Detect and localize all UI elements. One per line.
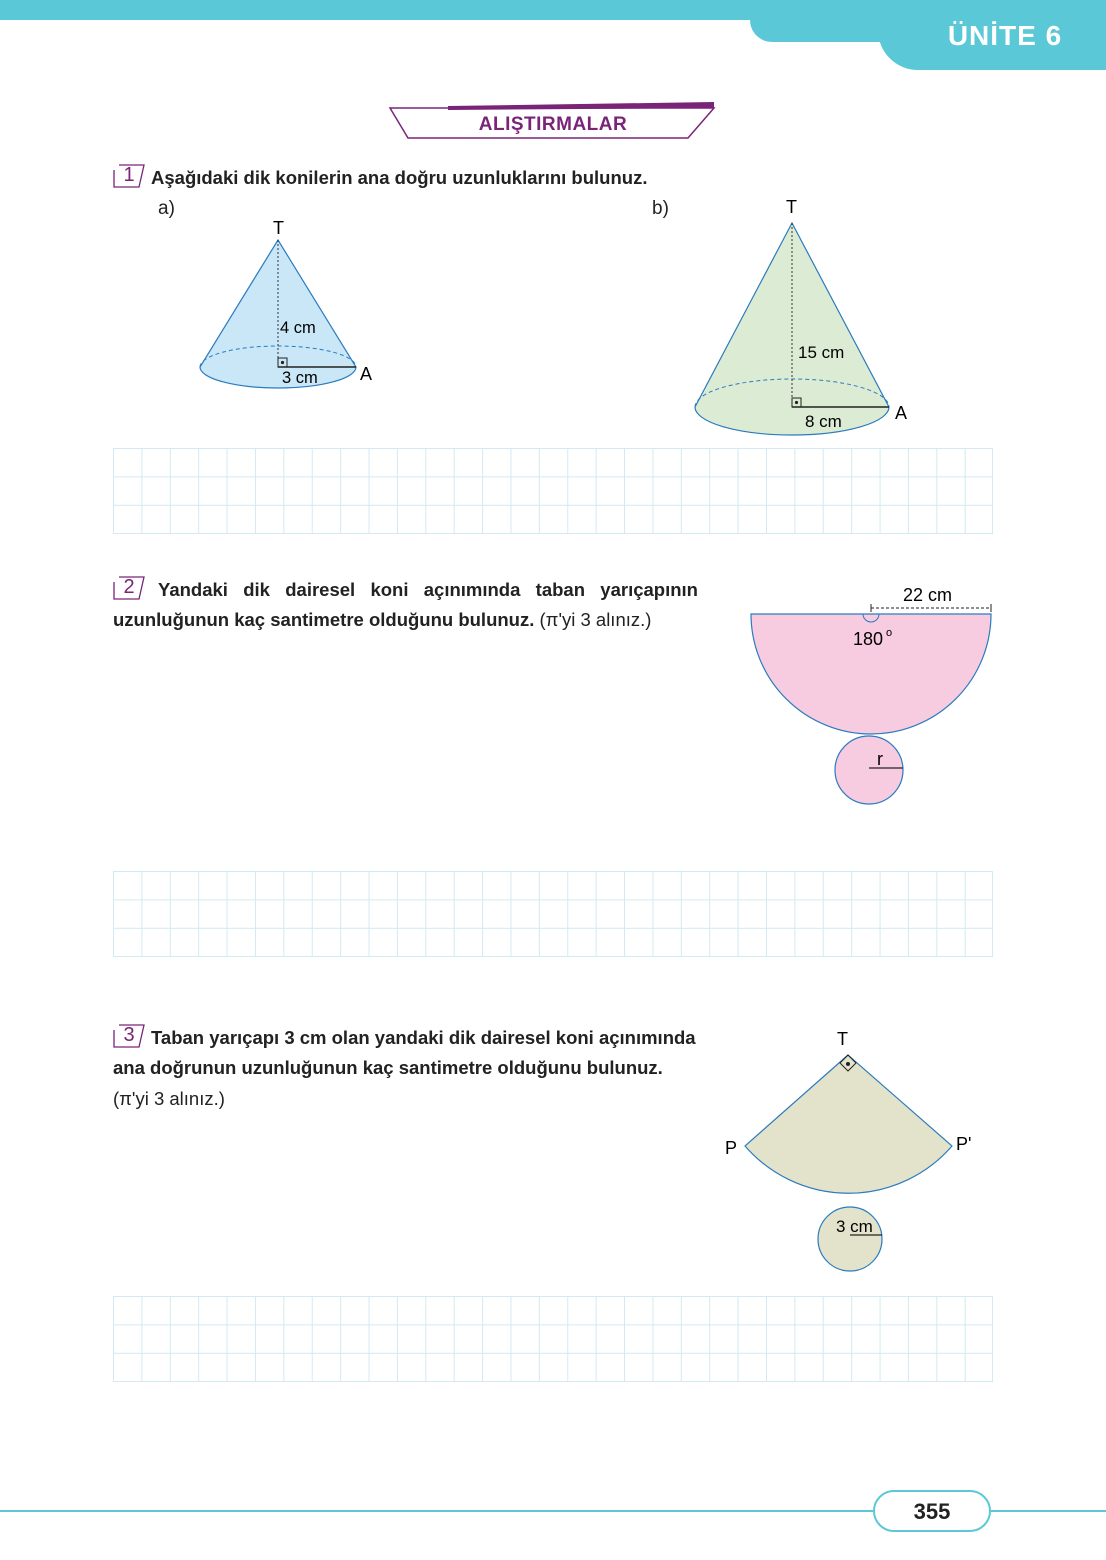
net-2-radius-label: 22 cm [903,585,953,605]
question-3-line-1 [151,1023,696,1053]
cone-a-radius-label: 3 cm [282,369,318,387]
page-number: 355 [913,1499,951,1524]
net-2-base-circle [835,736,903,804]
question-3-note: (π'yi 3 alınız.) [113,1088,225,1109]
cone-b-figure [685,195,925,445]
cone-b-height-label: 15 cm [798,343,845,362]
question-2-line-1 [158,575,698,605]
net-3-apex-label: T [837,1029,848,1049]
question-1-text [151,163,647,193]
question-2-prompt-1: Yandaki dik dairesel koni açınımında taban yarıçapının [158,579,698,600]
net-3-base-label: 3 cm [836,1217,873,1236]
net-2-angle-label: 180 [853,629,884,649]
net-3-point-p-label: P [725,1138,738,1158]
net-3-point-p-prime-label: P' [956,1134,972,1154]
cone-a-apex-label: T [273,218,284,238]
cone-b-apex-label: T [786,197,797,217]
net-3-sector [745,1055,952,1193]
unit-label: ÜNİTE 6 [947,20,1063,51]
question-number-text: 1 [123,164,135,186]
cone-a-figure [190,210,390,400]
net-2-base-label: r [877,749,883,769]
question-2-prompt-2: uzunluğunun kaç santimetre olduğunu bulunuz. [113,609,535,630]
question-number-text: 2 [123,576,135,598]
question-3-line-3 [113,1084,225,1114]
q1-part-a-label: a) [158,198,175,219]
cone-b-point-label: A [895,403,908,423]
question-number-3 [113,1024,145,1048]
right-angle-dot [846,1062,850,1066]
question-2-line-2 [113,605,713,635]
net-2-degree-sign: o [886,627,893,639]
question-3-line-2 [113,1053,663,1083]
right-angle-dot [795,401,798,404]
question-3-prompt-2: ana doğrunun uzunluğunun kaç santimetre olduğunu bulunuz. [113,1057,663,1078]
answer-grid-3[interactable] [113,1296,993,1382]
right-angle-dot [281,361,284,364]
section-title: ALIŞTIRMALAR [478,114,628,135]
cone-net-figure-2 [740,580,1010,810]
question-2-note: (π'yi 3 alınız.) [534,609,652,630]
question-number-text: 3 [123,1024,135,1046]
cone-net-figure-3 [715,1020,985,1280]
question-number-1 [113,164,145,188]
question-1-prompt: Aşağıdaki dik konilerin ana doğru uzunluklarını bulunuz. [151,167,648,188]
answer-grid-1[interactable] [113,448,993,534]
cone-b-radius-label: 8 cm [805,412,842,431]
question-3-prompt-1: Taban yarıçapı 3 cm olan yandaki dik dairesel koni açınımında [151,1027,696,1048]
cone-a-point-label: A [360,364,373,384]
question-number-2 [113,576,145,600]
cone-a-height-label: 4 cm [280,319,316,337]
q1-part-b-label: b) [652,198,669,219]
answer-grid-2[interactable] [113,871,993,957]
